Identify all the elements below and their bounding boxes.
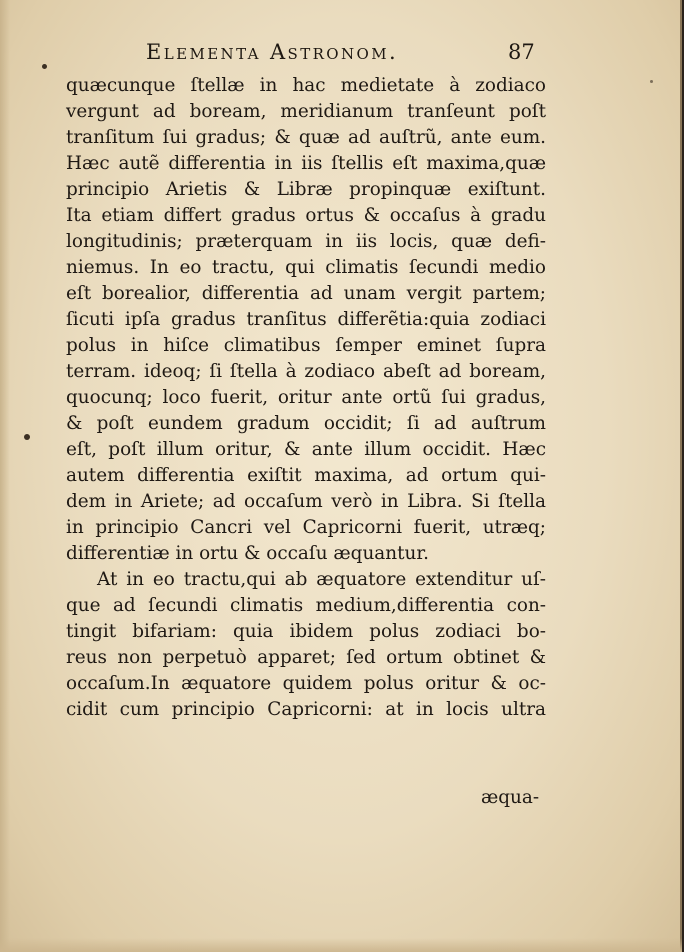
running-title: Elementa Astronom. bbox=[146, 40, 399, 64]
text-line: niemus. In eo tractu, qui climatis ſecundi medio bbox=[66, 257, 546, 278]
page-header bbox=[0, 40, 682, 76]
text-line: reus non perpetuò apparet; ſed ortum obtinet & bbox=[66, 647, 546, 668]
page-edge-shadow-left bbox=[0, 0, 10, 952]
text-line: principio Arietis & Libræ propinquæ exiſtunt. bbox=[66, 179, 546, 200]
text-line: Ita etiam differt gradus ortus & occaſus à gradu bbox=[66, 205, 546, 226]
text-line: occaſum.In æquatore quidem polus oritur & oc- bbox=[66, 673, 546, 694]
text-line: in principio Cancri vel Capricorni fuerit, utræq; bbox=[66, 517, 546, 538]
text-line: terram. ideoq; ſi ſtella à zodiaco abeſt ad boream, bbox=[66, 361, 546, 382]
text-line: polus in hiſce climatibus ſemper eminet ſupra bbox=[66, 335, 546, 356]
page-number: 87 bbox=[508, 40, 535, 64]
text-line: ſicuti ipſa gradus tranſitus differẽtia:quia zodiaci bbox=[66, 309, 546, 330]
catchword: æqua- bbox=[481, 787, 540, 808]
text-line: tingit bifariam: quia ibidem polus zodiaci bo- bbox=[66, 621, 546, 642]
text-line: Hæc autẽ differentia in iis ſtellis eſt maxima,quæ bbox=[66, 153, 546, 174]
text-line: autem differentia exiſtit maxima, ad ortum qui- bbox=[66, 465, 546, 486]
text-line: eſt, poſt illum oritur, & ante illum occidit. Hæc bbox=[66, 439, 546, 460]
text-line: quocunq; loco fuerit, oritur ante ortũ ſui gradus, bbox=[66, 387, 546, 408]
text-line: tranſitum ſui gradus; & quæ ad auſtrũ, ante eum. bbox=[66, 127, 546, 148]
text-line: quæcunque ſtellæ in hac medietate à zodiaco bbox=[66, 75, 546, 96]
text-line: que ad ſecundi climatis medium,differentia con- bbox=[66, 595, 546, 616]
ink-spot bbox=[24, 434, 30, 440]
text-line: cidit cum principio Capricorni: at in locis ultra bbox=[66, 699, 546, 720]
text-line: eſt borealior, differentia ad unam vergit partem; bbox=[66, 283, 546, 304]
body-text bbox=[66, 73, 546, 723]
text-line: longitudinis; præterquam in iis locis, quæ defi- bbox=[66, 231, 546, 252]
text-line: vergunt ad boream, meridianum tranſeunt poſt bbox=[66, 101, 546, 122]
page-edge-shadow-bottom bbox=[0, 938, 682, 952]
text-line: & poſt eundem gradum occidit; ſi ad auſtrum bbox=[66, 413, 546, 434]
paragraph-start-line: At in eo tractu,qui ab æquatore extenditur uſ- bbox=[97, 569, 546, 590]
text-line: dem in Ariete; ad occaſum verò in Libra. Si ſtella bbox=[66, 491, 546, 512]
paragraph-end-line: differentiæ in ortu & occaſu æquantur. bbox=[66, 543, 429, 564]
ink-spot bbox=[650, 80, 653, 83]
